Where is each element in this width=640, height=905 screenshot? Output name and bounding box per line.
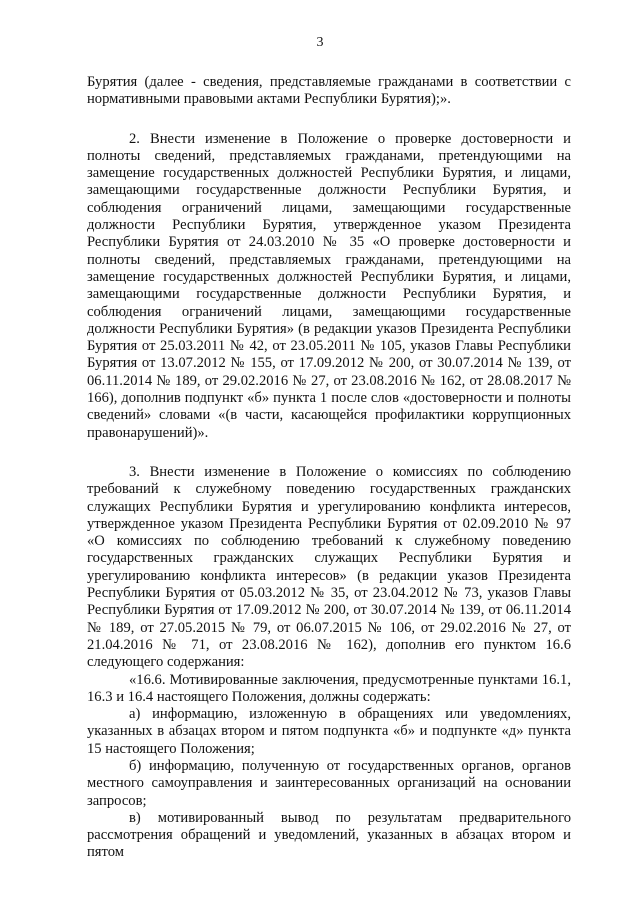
- paragraph-subitem-a: а) информацию, изложенную в обращениях или уведомлениях, указанных в абзацах втором и пятом подпункта «б» и подпункте «д» пункта 15 настоящего Положения;: [87, 706, 571, 757]
- document-body: [87, 74, 571, 862]
- paragraph-clause-16-6: «16.6. Мотивированные заключения, предусмотренные пунктами 16.1, 16.3 и 16.4 настоящего Положения, должны содержать:: [87, 671, 571, 705]
- paragraph-continuation: Бурятия (далее - сведения, представляемые гражданами в соответствии с нормативными правовыми актами Республики Бурятия);».: [87, 74, 571, 108]
- paragraph-item-3: 3. Внести изменение в Положение о комиссиях по соблюдению требований к служебному поведению государственных гражданских служащих Республики Бурятия и урегулированию конфликта интересов, утвержденное указом Президента Республики Бурятия от 02.09.2010 № 97 «О комиссиях по соблюдению требований к служебному поведению государственных гражданских служащих Республики Бурятия и урегулированию конфликта интересов» (в редакции указов Президента Республики Бурятия от 05.03.2012 № 35, от 23.04.2012 № 73, указов Главы Республики Бурятия от 17.09.2012 № 200, от 30.07.2014 № 139, от 06.11.2014 № 189, от 27.05.2015 № 79, от 06.07.2015 № 106, от 29.02.2016 № 27, от 21.04.2016 № 71, от 23.08.2016 № 162), дополнив его пунктом 16.6 следующего содержания:: [87, 463, 571, 671]
- paragraph-subitem-b: б) информацию, полученную от государственных органов, органов местного самоуправления и заинтересованных организаций на основании запросов;: [87, 757, 571, 809]
- page-number: 3: [316, 35, 324, 50]
- paragraph-subitem-v: в) мотивированный вывод по результатам предварительного рассмотрения обращений и уведомлений, указанных в абзацах втором и пятом: [87, 809, 571, 861]
- paragraph-item-2: 2. Внести изменение в Положение о проверке достоверности и полноты сведений, представляемых гражданами, претендующими на замещение государственных должностей Республики Бурятия, и лицами, замещающими государственные должности Республики Бурятия, и соблюдения ограничений лицами, замещающими государственные должности Республики Бурятия, утвержденное указом Президента Республики Бурятия от 24.03.2010 № 35 «О проверке достоверности и полноты сведений, представляемых гражданами, претендующими на замещение государственных должностей Республики Бурятия, и лицами, замещающими государственные должности Республики Бурятия, и соблюдения ограничений лицами, замещающими государственные должности Республики Бурятия» (в редакции указов Президента Республики Бурятия от 25.03.2011 № 42, от 23.05.2011 № 105, указов Главы Республики Бурятия от 13.07.2012 № 155, от 17.09.2012 № 200, от 30.07.2014 № 139, от 06.11.2014 № 189, от 29.02.2016 № 27, от 23.08.2016 № 162, от 28.08.2017 № 166), дополнив подпункт «б» пункта 1 после слов «достоверности и полноты сведений» словами «(в части, касающейся профилактики коррупционных правонарушений)».: [87, 130, 571, 441]
